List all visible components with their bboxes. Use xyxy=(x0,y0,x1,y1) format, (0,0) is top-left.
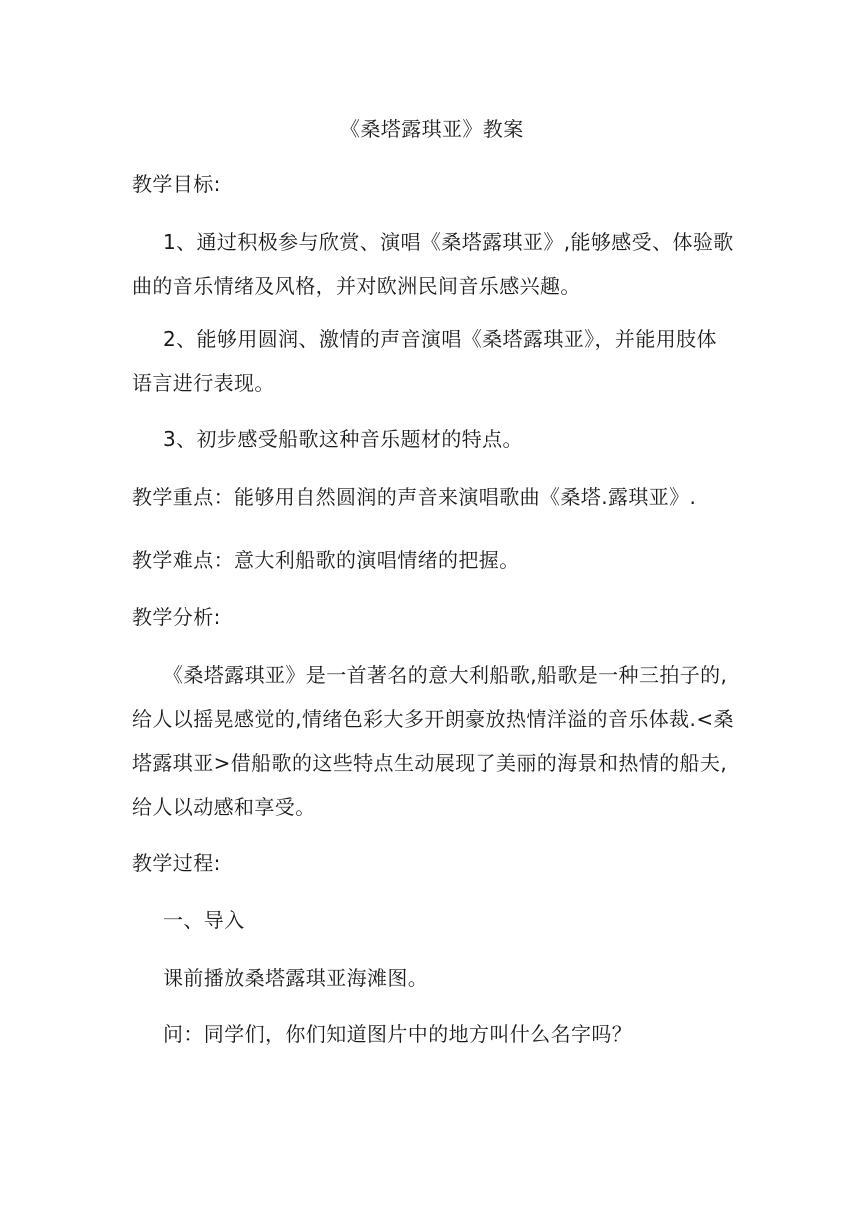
process-heading: 教学过程: xyxy=(132,851,221,875)
goal-1-line-1: 1、通过积极参与欣赏、演唱《桑塔露琪亚》,能够感受、体验歌 xyxy=(163,230,734,254)
document-title: 《桑塔露琪亚》教案 xyxy=(340,117,524,141)
question-text: 问：同学们，你们知道图片中的地方叫什么名字吗？ xyxy=(163,1022,633,1046)
analysis-line-4: 给人以动感和享受。 xyxy=(132,795,316,819)
analysis-line-2: 给人以摇晃感觉的,情绪色彩大多开朗豪放热情洋溢的音乐体裁.<桑 xyxy=(132,707,734,731)
analysis-line-1: 《桑塔露琪亚》是一首著名的意大利船歌,船歌是一种三拍子的, xyxy=(163,663,728,687)
goal-2-line-2: 语言进行表现。 xyxy=(132,371,275,395)
step-1-heading: 一、导入 xyxy=(163,908,245,932)
key-point: 教学重点：能够用自然圆润的声音来演唱歌曲《桑塔.露琪亚》. xyxy=(132,485,697,509)
goals-heading: 教学目标: xyxy=(132,172,221,196)
analysis-line-3: 塔露琪亚>借船歌的这些特点生动展现了美丽的海景和热情的船夫, xyxy=(132,751,728,775)
goal-2-line-1: 2、能够用圆润、激情的声音演唱《桑塔露琪亚》，并能用肢体 xyxy=(163,327,717,351)
goal-1-line-2: 曲的音乐情绪及风格，并对欧洲民间音乐感兴趣。 xyxy=(132,274,581,298)
difficulty: 教学难点：意大利船歌的演唱情绪的把握。 xyxy=(132,548,520,572)
goal-3: 3、初步感受船歌这种音乐题材的特点。 xyxy=(163,427,523,451)
step-1-text: 课前播放桑塔露琪亚海滩图。 xyxy=(163,966,429,990)
analysis-heading: 教学分析: xyxy=(132,605,221,629)
